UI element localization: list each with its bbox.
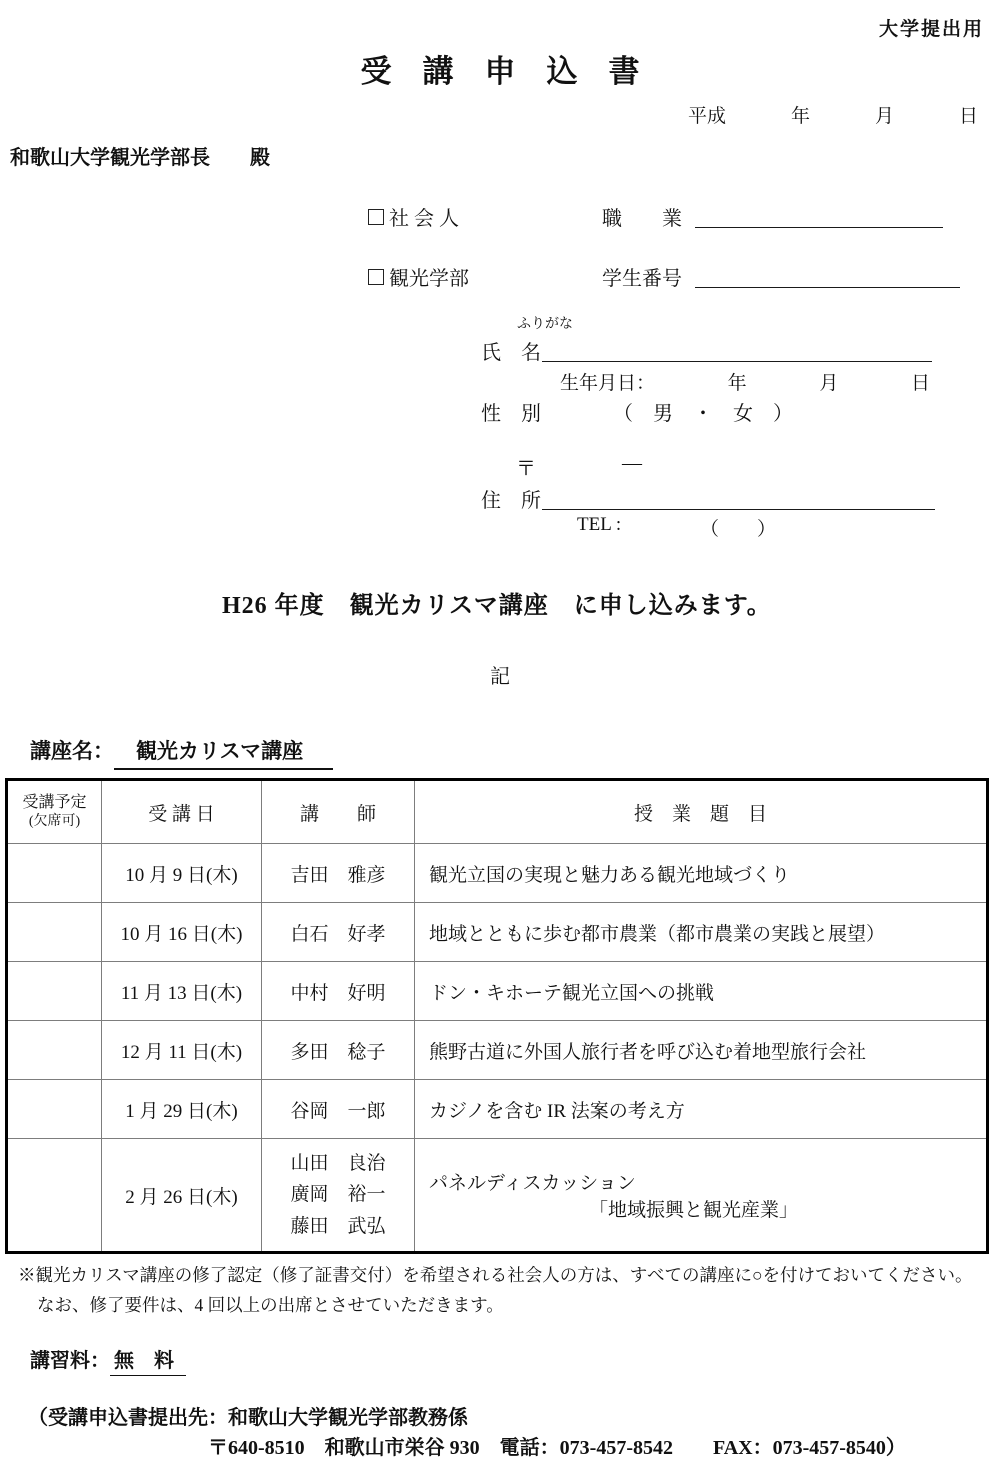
attendance-cell[interactable] <box>7 962 102 1021</box>
table-row <box>7 1021 988 1080</box>
date-cell: 11 月 13 日(木) <box>102 962 262 1021</box>
header-topic: 授 業 題 目 <box>415 780 988 844</box>
lecturer-cell: 山田 良治 廣岡 裕一 藤田 武弘 <box>262 1139 415 1253</box>
birth-month-label: 月 <box>819 373 839 394</box>
birth-day-label: 日 <box>910 373 930 394</box>
date-cell: 1 月 29 日(木) <box>102 1080 262 1139</box>
topic-cell: 熊野古道に外国人旅行者を呼び込む着地型旅行会社 <box>415 1021 988 1080</box>
postal-dash: ― <box>622 452 642 474</box>
address-label: 住 所 <box>481 490 541 512</box>
table-row <box>7 962 988 1021</box>
application-statement: H26 年度 観光カリスマ講座 に申し込みます。 <box>222 593 772 619</box>
kankogakubu-checkbox[interactable] <box>368 269 384 285</box>
date-cell: 10 月 16 日(木) <box>102 903 262 962</box>
lecturer-cell: 白石 好孝 <box>262 903 415 962</box>
record-mark: 記 <box>490 666 510 688</box>
lecturer-cell: 中村 好明 <box>262 962 415 1021</box>
schedule-table <box>5 778 989 1254</box>
course-name-label: 講座名： <box>30 739 114 763</box>
student-number-label: 学生番号 <box>602 268 682 290</box>
header-attendance: 受講予定 (欠席可) <box>7 780 102 844</box>
postal-mark: 〒 <box>516 458 536 480</box>
table-row <box>7 1080 988 1139</box>
lecturer-cell: 吉田 雅彦 <box>262 844 415 903</box>
attendance-cell[interactable] <box>7 903 102 962</box>
tel-label: TEL : <box>577 514 622 535</box>
birthdate-label: 生年月日： <box>560 373 656 394</box>
corner-label: 大学提出用 <box>878 19 984 40</box>
date-era-label: 平成 <box>688 106 727 127</box>
birth-year-label: 年 <box>727 373 747 394</box>
course-name-value: 観光カリスマ講座 <box>114 735 333 770</box>
applicant-type-shakaijin <box>368 202 459 231</box>
tel-paren: （ ） <box>700 519 777 540</box>
name-label: 氏 名 <box>481 342 541 364</box>
gender-label: 性 別 <box>481 403 541 425</box>
page-title: 受 講 申 込 書 <box>360 54 640 89</box>
header-lecturer: 講 師 <box>262 780 415 844</box>
completion-note-line2: なお、修了要件は、4 回以上の出席とさせていただきます。 <box>37 1295 504 1315</box>
shakaijin-checkbox[interactable] <box>368 209 384 225</box>
shakaijin-label: 社 会 人 <box>389 208 459 230</box>
course-name-line <box>30 735 333 770</box>
fee-label: 講習料： <box>30 1350 110 1372</box>
date-month-label: 月 <box>874 106 894 127</box>
topic-cell: カジノを含む IR 法案の考え方 <box>415 1080 988 1139</box>
topic-cell: 地域とともに歩む都市農業（都市農業の実践と展望） <box>415 903 988 962</box>
attendance-cell[interactable] <box>7 1139 102 1253</box>
student-number-field-line[interactable] <box>695 287 960 288</box>
date-cell: 12 月 11 日(木) <box>102 1021 262 1080</box>
topic-cell: ドン・キホーテ観光立国への挑戦 <box>415 962 988 1021</box>
birthdate-row <box>560 368 930 395</box>
attendance-cell[interactable] <box>7 844 102 903</box>
submission-address: 〒640-8510 和歌山市栄谷 930 電話：073-457-8542 FAX：073-457-8540） <box>208 1437 906 1459</box>
kankogakubu-label: 観光学部 <box>389 268 469 290</box>
gender-options: （ 男 ・ 女 ） <box>613 403 793 425</box>
table-header-row <box>7 780 988 844</box>
date-day-label: 日 <box>958 106 978 127</box>
occupation-label: 職 業 <box>602 208 682 230</box>
submission-destination: （受講申込書提出先：和歌山大学観光学部教務係 <box>28 1407 468 1429</box>
table-row <box>7 1139 988 1253</box>
name-field-line[interactable] <box>542 361 932 362</box>
topic-cell: 観光立国の実現と魅力ある観光地域づくり <box>415 844 988 903</box>
topic-cell: パネルディスカッション 「地域振興と観光産業」 <box>415 1139 988 1253</box>
completion-note-line1: ※観光カリスマ講座の修了認定（修了証書交付）を希望される社会人の方は、すべての講座に○を付けておいてください。 <box>18 1265 973 1285</box>
header-date: 受 講 日 <box>102 780 262 844</box>
attendance-cell[interactable] <box>7 1021 102 1080</box>
address-field-line[interactable] <box>542 509 935 510</box>
fee-line <box>30 1344 186 1376</box>
occupation-field-line[interactable] <box>695 227 943 228</box>
attendance-cell[interactable] <box>7 1080 102 1139</box>
date-cell: 10 月 9 日(木) <box>102 844 262 903</box>
addressee: 和歌山大学観光学部長 殿 <box>10 147 270 169</box>
furigana-label: ふりがな <box>517 317 573 332</box>
date-year-label: 年 <box>790 106 810 127</box>
table-row <box>7 844 988 903</box>
applicant-type-kankogakubu <box>368 262 469 291</box>
fee-value: 無 料 <box>110 1344 186 1376</box>
table-row <box>7 903 988 962</box>
lecturer-cell: 谷岡 一郎 <box>262 1080 415 1139</box>
date-cell: 2 月 26 日(木) <box>102 1139 262 1253</box>
lecturer-cell: 多田 稔子 <box>262 1021 415 1080</box>
date-line <box>688 101 978 128</box>
